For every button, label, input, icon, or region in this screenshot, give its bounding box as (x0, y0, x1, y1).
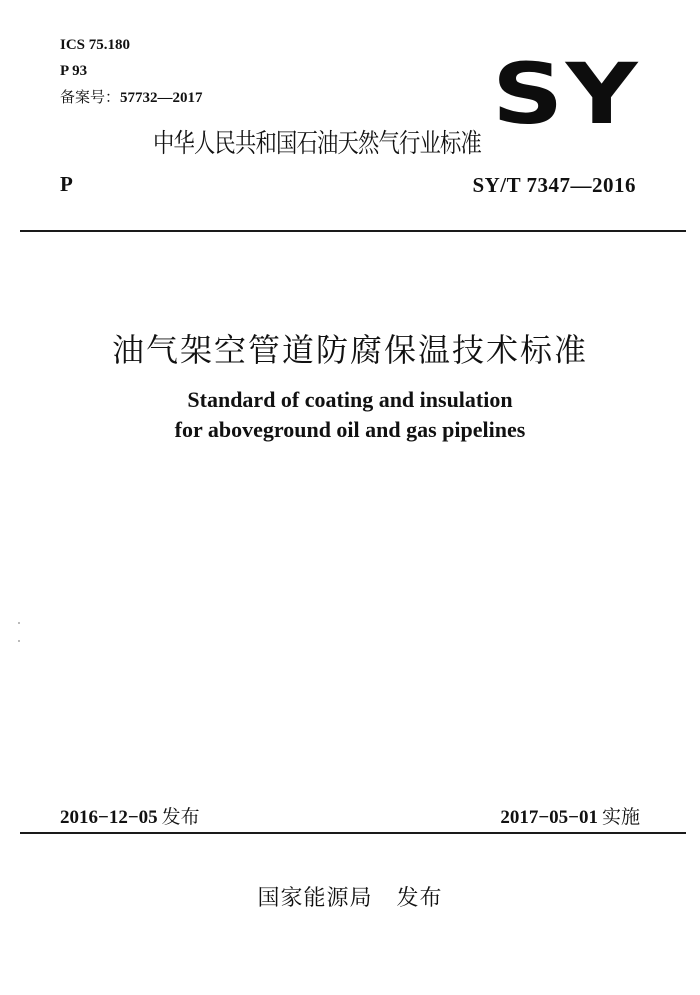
footer-divider (20, 832, 686, 834)
title-english-line-1: Standard of coating and insulation (187, 387, 513, 412)
effective-date-value: 2017−05−01 (500, 807, 598, 828)
effective-date (500, 802, 640, 829)
classification-code: P 93 (60, 63, 88, 79)
issue-date-value: 2016−12−05 (60, 807, 158, 828)
scan-mark (18, 640, 20, 642)
effective-date-label: 实施 (601, 806, 640, 828)
issue-date-label: 发布 (161, 806, 200, 828)
header-divider (20, 230, 686, 232)
category-letter: P (60, 172, 73, 196)
sy-logo: SY (492, 45, 640, 143)
title-english-line-2: for aboveground oil and gas pipelines (174, 417, 526, 442)
issue-date (60, 802, 200, 829)
standard-organization: 中华人民共和国石油天然气行业标准 (153, 129, 482, 159)
title-chinese: 油气架空管道防腐保温技术标准 (111, 331, 588, 369)
record-value: 57732—2017 (120, 90, 203, 106)
publisher-name: 国家能源局 (257, 886, 373, 911)
record-label: 备案号： (60, 88, 121, 106)
ics-code: ICS 75.180 (60, 37, 131, 53)
publisher-action: 发布 (396, 886, 443, 911)
publisher (0, 884, 700, 914)
scan-mark (18, 622, 20, 624)
standard-number: SY/T 7347—2016 (472, 173, 636, 197)
record-number (60, 88, 203, 107)
